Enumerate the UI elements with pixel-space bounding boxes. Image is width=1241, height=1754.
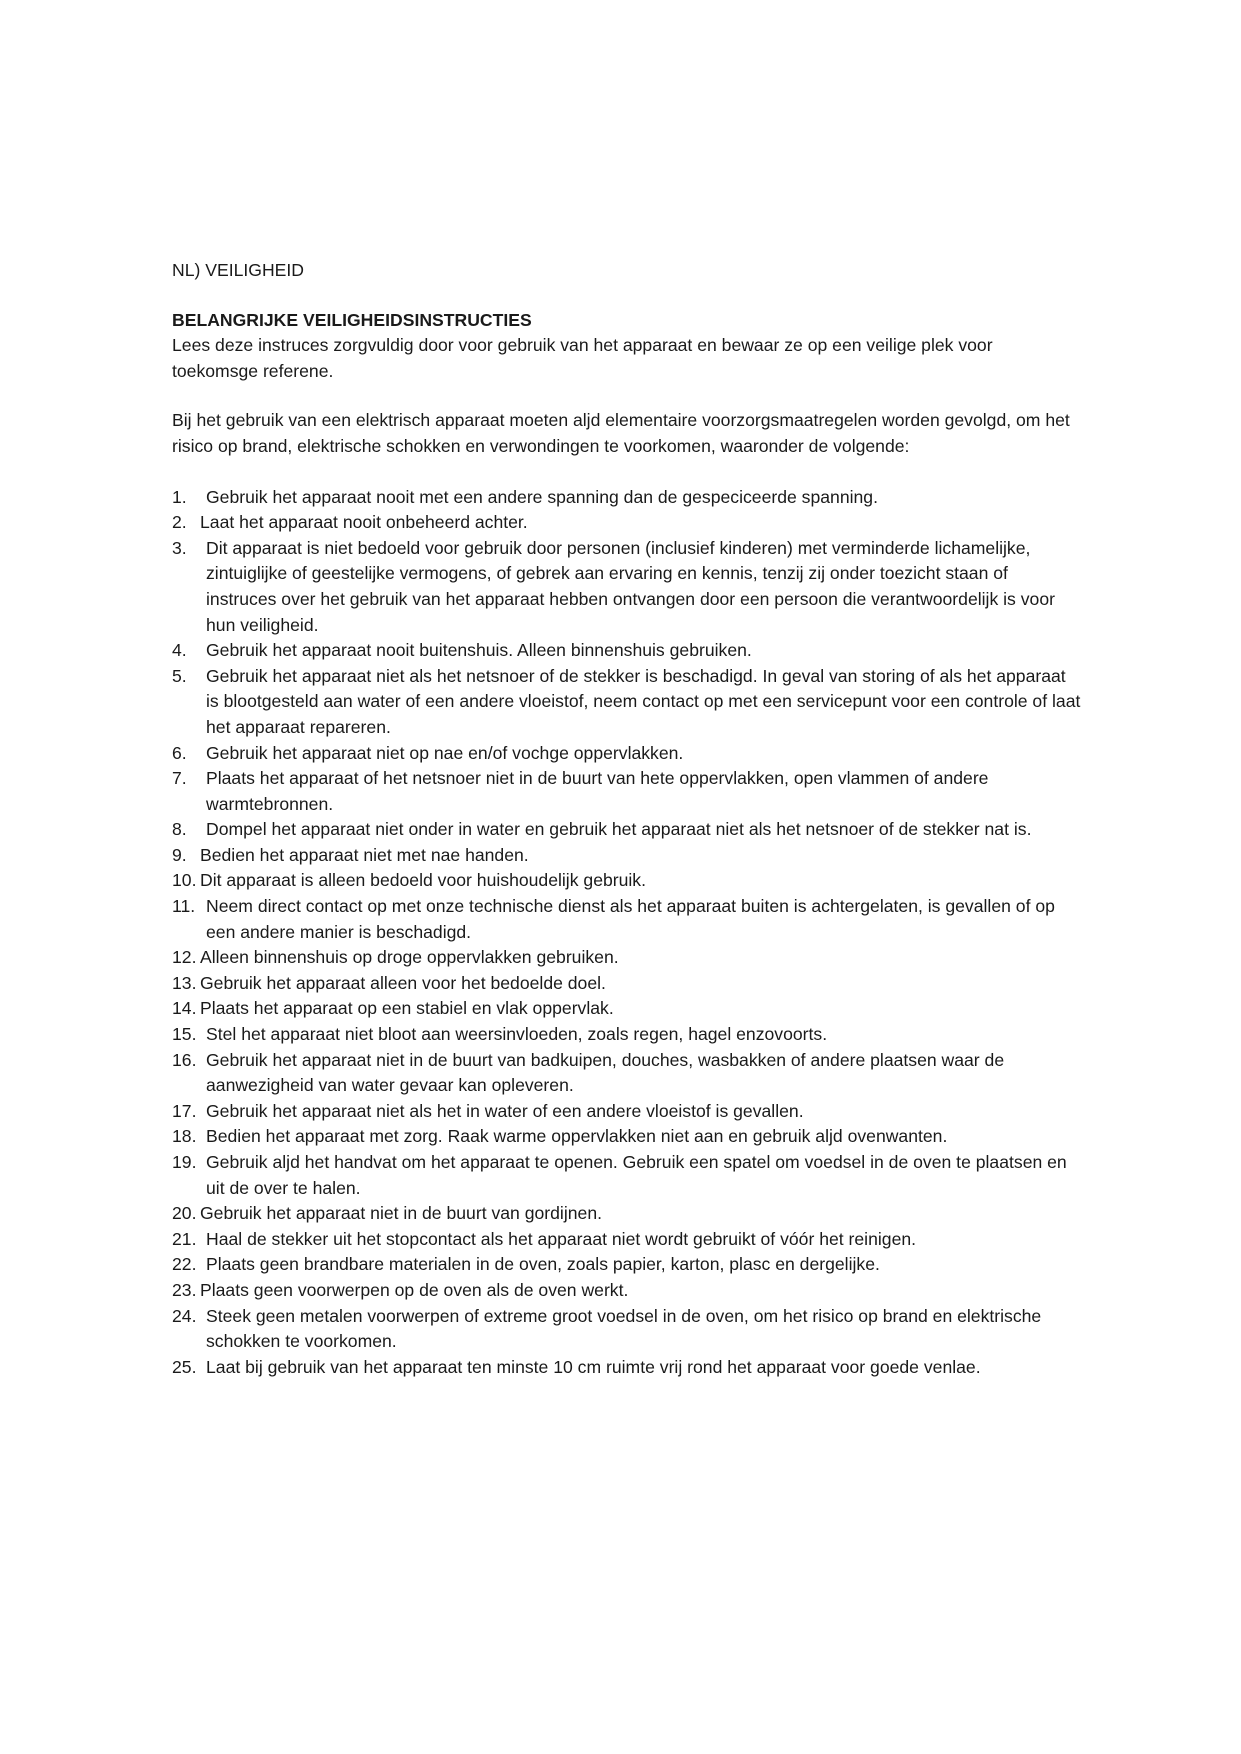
list-item-text: Gebruik het apparaat niet als het in water of een andere vloeistof is gevallen. (206, 1100, 804, 1121)
list-item (172, 741, 1082, 767)
list-item-text: Stel het apparaat niet bloot aan weersinvloeden, zoals regen, hagel enzovoorts. (206, 1024, 828, 1045)
list-item (172, 510, 1082, 536)
list-item (172, 1304, 1082, 1355)
list-item-number: 4. (172, 640, 187, 661)
list-item-text: Gebruik het apparaat niet in de buurt van badkuipen, douches, wasbakken of andere plaatsen waar de aanwezigheid van water gevaar kan opleveren. (206, 1049, 1005, 1096)
list-item (172, 971, 1082, 997)
list-item-number: 22. (172, 1254, 197, 1275)
list-item (172, 536, 1082, 638)
list-item-text: Neem direct contact op met onze technische dienst als het apparaat buiten is achtergelaten, is gevallen of op een andere manier is beschadigd. (206, 896, 1055, 942)
list-item-number: 9. (172, 844, 187, 865)
list-item-text: Laat het apparaat nooit onbeheerd achter. (200, 512, 528, 533)
list-item (172, 945, 1082, 971)
precautions-paragraph: Bij het gebruik van een elektrisch apparaat moeten aljd elementaire voorzorgsmaatregelen worden gevolgd, om het risico op brand, elektrische schokken en verwondingen te voorkomen, waaronder de volgende: (172, 410, 1070, 456)
list-item-number: 3. (172, 537, 187, 558)
list-item (172, 1099, 1082, 1125)
list-item-number: 2. (172, 512, 187, 533)
section-label: NL) VEILIGHEID (172, 260, 304, 280)
list-item-number: 10. (172, 870, 197, 891)
list-item-number: 12. (172, 947, 197, 968)
list-item-number: 24. (172, 1305, 197, 1326)
list-item-number: 5. (172, 665, 187, 686)
list-item-text: Gebruik het apparaat niet in de buurt van gordijnen. (200, 1203, 602, 1224)
list-item (172, 1227, 1082, 1253)
list-item-text: Plaats geen brandbare materialen in de oven, zoals papier, karton, plasc en dergelijke. (206, 1254, 880, 1275)
list-item-number: 11. (172, 896, 196, 917)
list-item-text: Steek geen metalen voorwerpen of extreme groot voedsel in de oven, om het risico op brand en elektrische schokken te voorkomen. (206, 1305, 1042, 1352)
list-item-number: 8. (172, 819, 187, 840)
list-item (172, 1201, 1082, 1227)
list-item (172, 1150, 1082, 1201)
safety-instructions-list (172, 485, 1082, 1381)
intro-paragraph: Lees deze instruces zorgvuldig door voor gebruik van het apparaat en bewaar ze op een veilige plek voor toekomsge referene. (172, 335, 993, 381)
list-item-number: 20. (172, 1203, 197, 1224)
list-item-number: 15. (172, 1024, 197, 1045)
list-item (172, 843, 1082, 869)
list-item-number: 14. (172, 998, 197, 1019)
list-item-text: Haal de stekker uit het stopcontact als het apparaat niet wordt gebruikt of vóór het reinigen. (206, 1228, 917, 1249)
page-title: BELANGRIJKE VEILIGHEIDSINSTRUCTIES (172, 309, 532, 330)
list-item (172, 1022, 1082, 1048)
list-item-text: Alleen binnenshuis op droge oppervlakken gebruiken. (200, 947, 619, 968)
list-item (172, 485, 1082, 511)
list-item (172, 1048, 1082, 1099)
list-item-text: Dit apparaat is niet bedoeld voor gebruik door personen (inclusief kinderen) met verminderde lichamelijke, zintuiglijke of geestelijke vermogens, of gebrek aan ervaring en kennis, tenzij zij onder toezicht staan of instruces over het gebruik van het apparaat hebben ontvangen door een persoon die verantwoordelijk is voor hun veiligheid. (206, 537, 1055, 635)
list-item-number: 25. (172, 1356, 197, 1377)
list-item (172, 868, 1082, 894)
list-item (172, 1355, 1082, 1381)
list-item-number: 13. (172, 972, 197, 993)
list-item-text: Gebruik het apparaat nooit met een andere spanning dan de gespeciceerde spanning. (206, 486, 878, 507)
list-item (172, 1278, 1082, 1304)
list-item-number: 19. (172, 1152, 197, 1172)
list-item-number: 16. (172, 1049, 197, 1070)
list-item-number: 6. (172, 742, 187, 763)
list-item-text: Plaats het apparaat op een stabiel en vlak oppervlak. (200, 998, 614, 1019)
list-item-number: 18. (172, 1126, 197, 1147)
list-item-text: Gebruik het apparaat nooit buitenshuis. Alleen binnenshuis gebruiken. (206, 640, 752, 661)
list-item (172, 1252, 1082, 1278)
list-item-text: Gebruik aljd het handvat om het apparaat te openen. Gebruik een spatel om voedsel in de oven te plaatsen en uit de over te halen. (206, 1152, 1067, 1198)
list-item-text: Plaats het apparaat of het netsnoer niet in de buurt van hete oppervlakken, open vlammen of andere warmtebronnen. (206, 768, 989, 814)
list-item (172, 664, 1082, 741)
list-item-text: Bedien het apparaat met zorg. Raak warme oppervlakken niet aan en gebruik aljd ovenwanten. (206, 1126, 948, 1147)
list-item (172, 817, 1082, 843)
list-item-text: Gebruik het apparaat alleen voor het bedoelde doel. (200, 972, 606, 993)
list-item (172, 1124, 1082, 1150)
list-item-text: Gebruik het apparaat niet als het netsnoer of de stekker is beschadigd. In geval van storing of als het apparaat is blootgesteld aan water of een andere vloeistof, neem contact op met een servicepunt voor een controle of laat het apparaat repareren. (206, 665, 1081, 737)
list-item-text: Bedien het apparaat niet met nae handen. (200, 844, 529, 865)
list-item-text: Plaats geen voorwerpen op de oven als de oven werkt. (200, 1279, 629, 1300)
list-item-text: Gebruik het apparaat niet op nae en/of vochge oppervlakken. (206, 742, 684, 763)
list-item (172, 638, 1082, 664)
list-item-text: Dompel het apparaat niet onder in water en gebruik het apparaat niet als het netsnoer of de stekker nat is. (206, 819, 1032, 840)
list-item-text: Dit apparaat is alleen bedoeld voor huishoudelijk gebruik. (200, 870, 646, 891)
list-item (172, 766, 1082, 817)
list-item-number: 21. (172, 1228, 197, 1249)
list-item-text: Laat bij gebruik van het apparaat ten minste 10 cm ruimte vrij rond het apparaat voor goede venlae. (206, 1356, 981, 1377)
list-item-number: 23. (172, 1279, 197, 1300)
document-page (172, 258, 1082, 1380)
list-item (172, 894, 1082, 945)
list-item-number: 7. (172, 768, 187, 789)
list-item (172, 996, 1082, 1022)
list-item-number: 1. (172, 486, 187, 507)
list-item-number: 17. (172, 1100, 197, 1121)
